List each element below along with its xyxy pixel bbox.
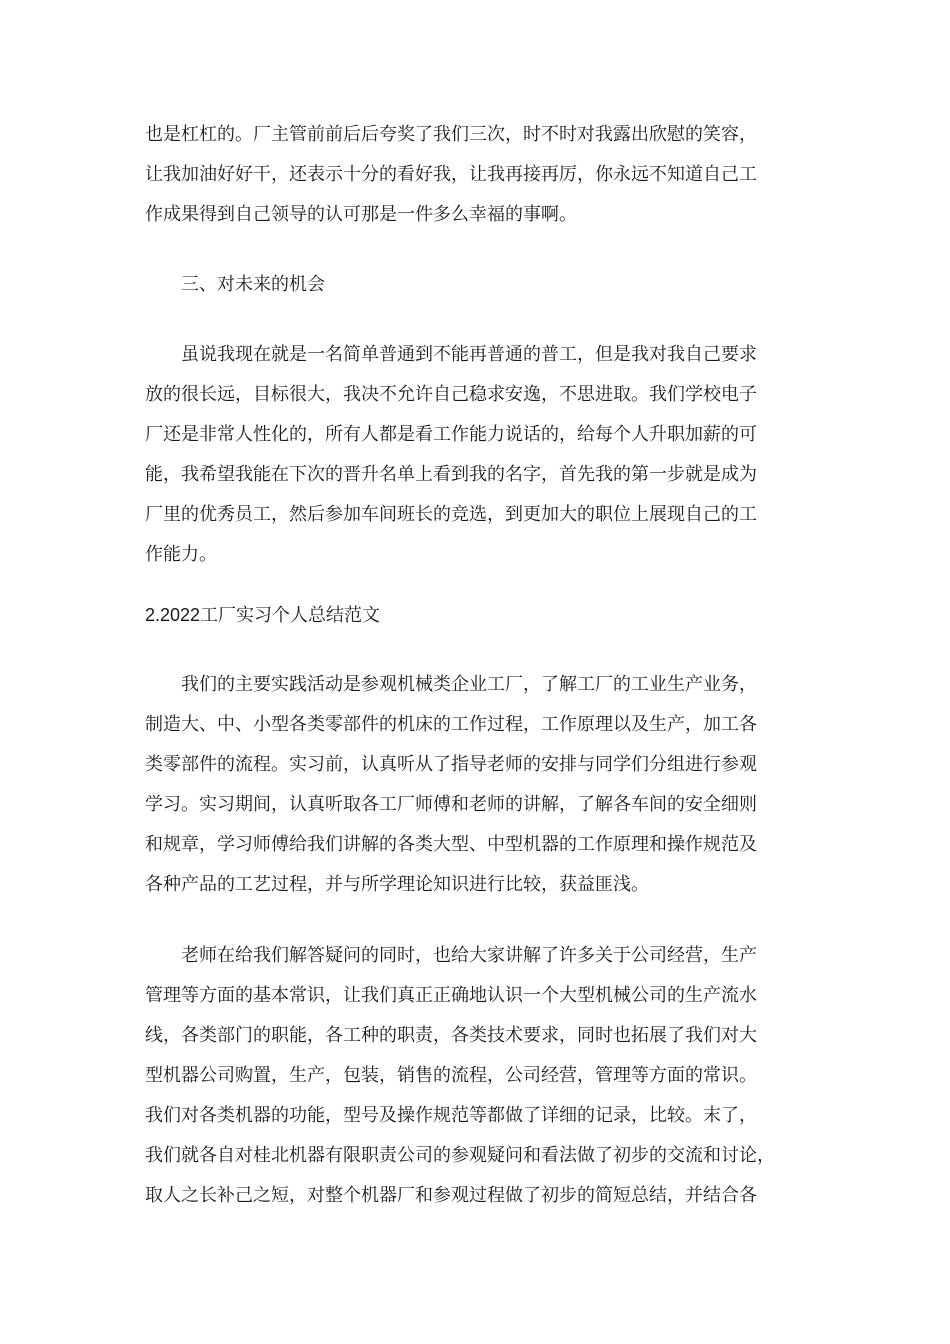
paragraph-line: 作成果得到自己领导的认可那是一件多么幸福的事啊。 — [145, 204, 577, 225]
paragraph-line: 各种产品的工艺过程，并与所学理论知识进行比较，获益匪浅。 — [145, 874, 649, 895]
paragraph-line: 线，各类部门的职能，各工种的职责，各类技术要求，同时也拓展了我们对大 — [145, 1025, 757, 1046]
paragraph-line: 取人之长补己之短，对整个机器厂和参观过程做了初步的简短总结，并结合各 — [145, 1185, 757, 1206]
paragraph-line: 我们的主要实践活动是参观机械类企业工厂，了解工厂的工业生产业务， — [181, 674, 757, 695]
paragraph-line: 我们对各类机器的功能，型号及操作规范等都做了详细的记录，比较。末了， — [145, 1105, 757, 1126]
paragraph-line: 和规章，学习师傅给我们讲解的各类大型、中型机器的工作原理和操作规范及 — [145, 834, 757, 855]
paragraph-line: 我们就各自对桂北机器有限职责公司的参观疑问和看法做了初步的交流和讨论， — [145, 1145, 775, 1166]
paragraph-line: 厂还是非常人性化的，所有人都是看工作能力说话的，给每个人升职加薪的可 — [145, 424, 757, 445]
paragraph-line: 制造大、中、小型各类零部件的机床的工作过程，工作原理以及生产，加工各 — [145, 714, 757, 735]
paragraph-line: 厂里的优秀员工，然后参加车间班长的竞选，到更加大的职位上展现自己的工 — [145, 504, 757, 525]
paragraph-line: 型机器公司购置，生产，包装，销售的流程，公司经营，管理等方面的常识。 — [145, 1065, 757, 1086]
paragraph-line: 作能力。 — [145, 544, 217, 565]
paragraph-line: 学习。实习期间，认真听取各工厂师傅和老师的讲解，了解各车间的安全细则 — [145, 794, 757, 815]
paragraph-line: 能，我希望我能在下次的晋升名单上看到我的名字，首先我的第一步就是成为 — [145, 464, 757, 485]
article-title-text: 工厂实习个人总结范文 — [200, 605, 381, 626]
article-title-number: 2.2022 — [145, 605, 201, 625]
paragraph-line: 管理等方面的基本常识，让我们真正正确地认识一个大型机械公司的生产流水 — [145, 985, 757, 1006]
paragraph-line: 也是杠杠的。厂主管前前后后夸奖了我们三次，时不时对我露出欣慰的笑容， — [145, 124, 757, 145]
paragraph-line: 老师在给我们解答疑问的同时，也给大家讲解了许多关于公司经营，生产 — [181, 945, 757, 966]
section-heading: 三、对未来的机会 — [181, 274, 325, 295]
paragraph-line: 让我加油好好干，还表示十分的看好我，让我再接再厉，你永远不知道自己工 — [145, 164, 757, 185]
article-title — [145, 604, 380, 627]
paragraph-line: 虽说我现在就是一名简单普通到不能再普通的普工，但是我对我自己要求 — [181, 344, 757, 365]
paragraph-line: 放的很长远，目标很大，我决不允许自己稳求安逸，不思进取。我们学校电子 — [145, 384, 757, 405]
paragraph-line: 类零部件的流程。实习前，认真听从了指导老师的安排与同学们分组进行参观 — [145, 754, 757, 775]
